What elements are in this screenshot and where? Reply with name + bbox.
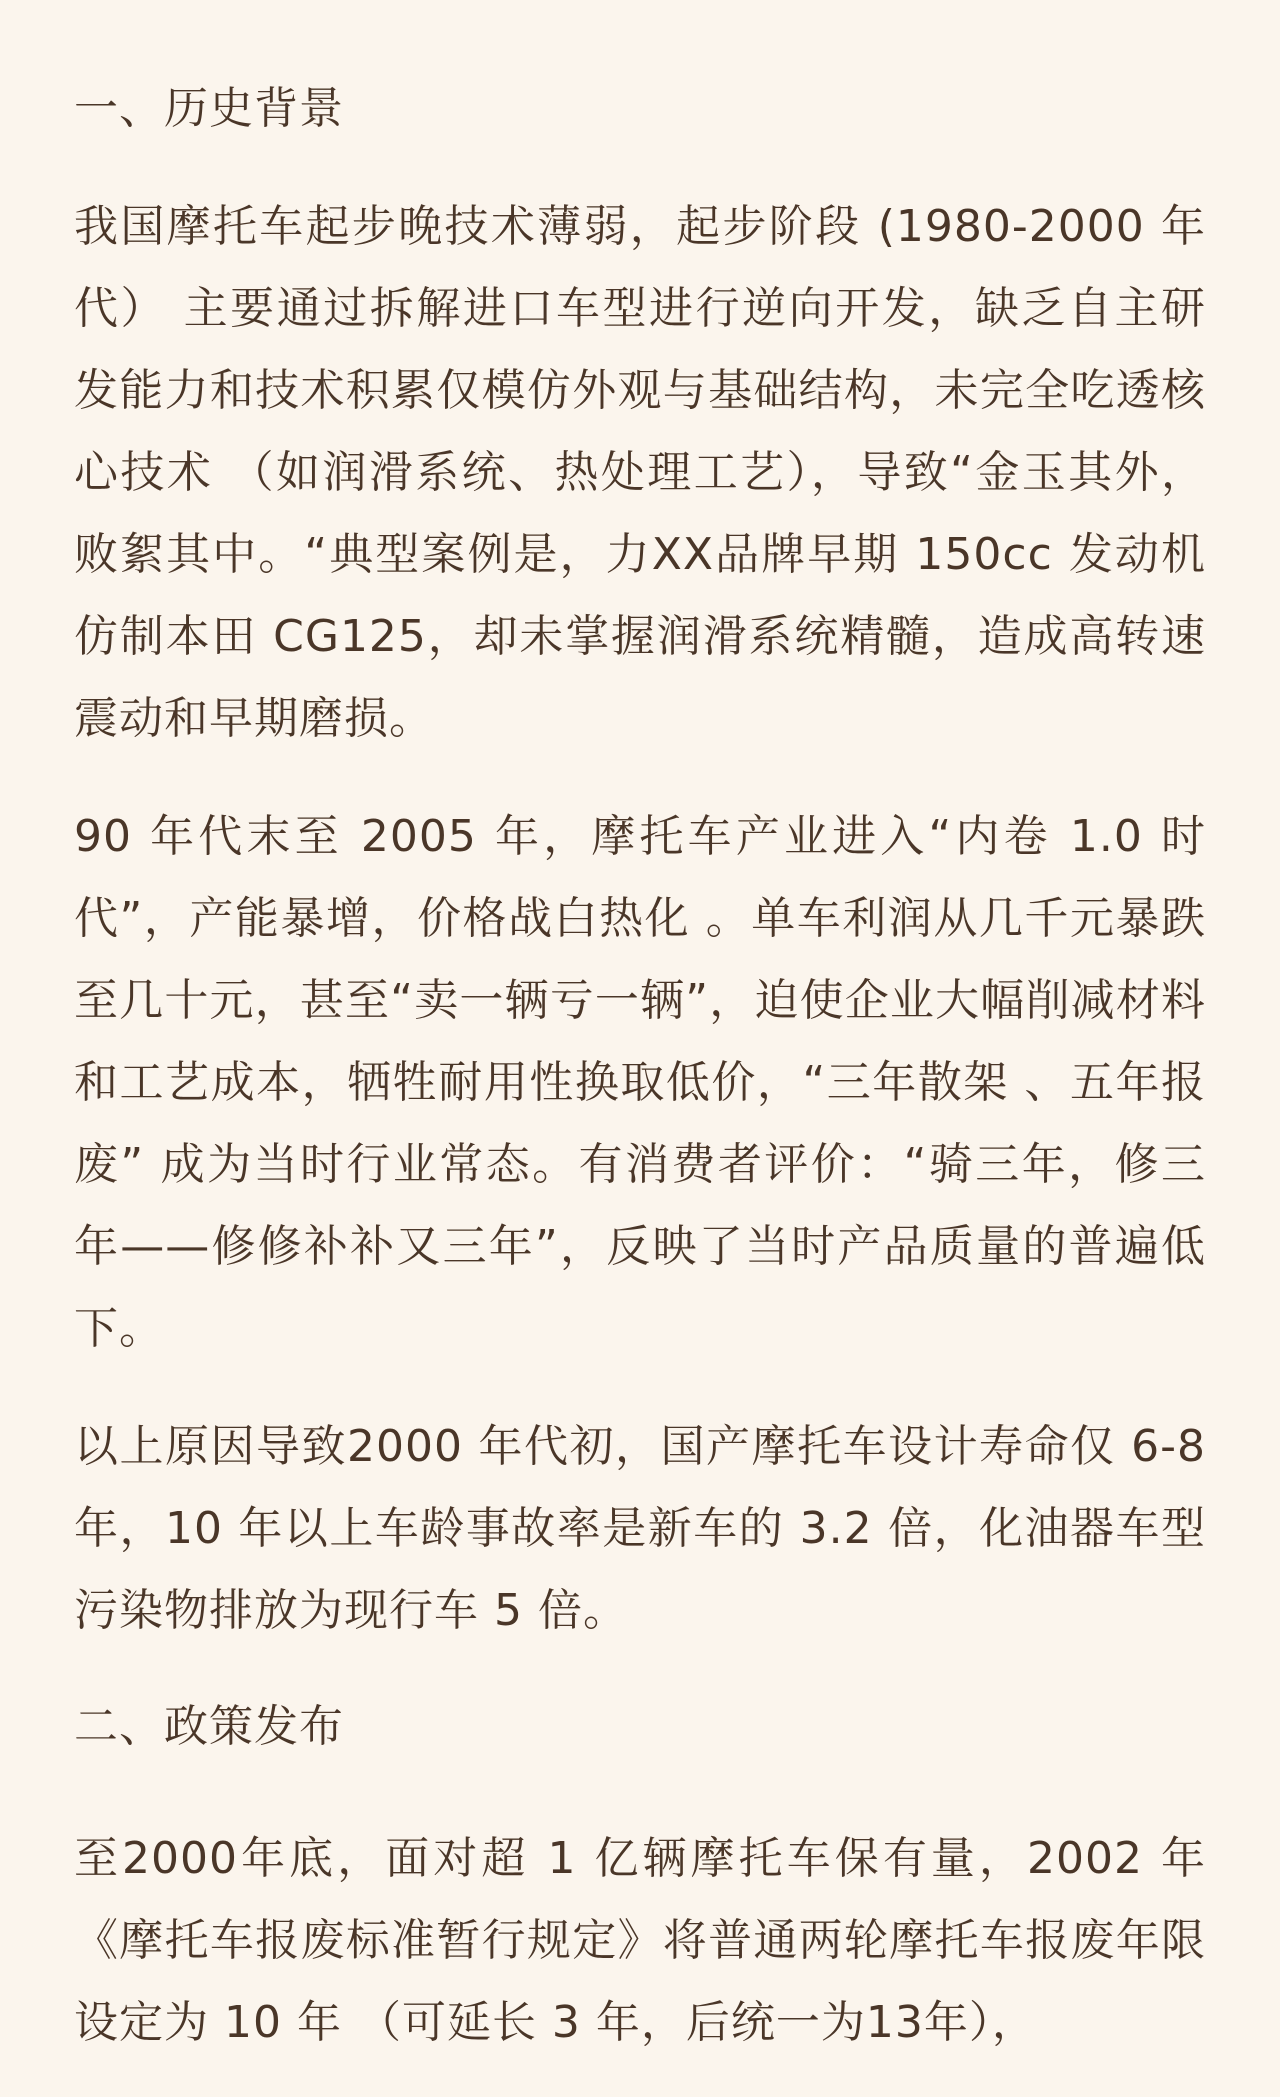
section-heading-history: 一、历史背景 xyxy=(74,83,344,134)
paragraph-history-2: 90 年代末至 2005 年，摩托车产业进入“内卷 1.0 时代”，产能暴增，价格战白热化 。单车利润从几千元暴跌至几十元，甚至“卖一辆亏一辆”，迫使企业大幅削减材料和工艺成本，牺牲耐用性换取低价，“三年散架 、五年报废” 成为当时行业常态。有消费者评价：“骑三年，修三年——修修补补又三年”，反映了当时产品质量的普遍低下。 xyxy=(74,811,1206,1354)
paragraph-history-3: 以上原因导致2000 年代初，国产摩托车设计寿命仅 6-8 年，10 年以上车龄事故率是新车的 3.2 倍，化油器车型污染物排放为现行车 5 倍。 xyxy=(74,1421,1206,1636)
section-heading-policy: 二、政策发布 xyxy=(74,1701,344,1752)
paragraph-policy-1: 至2000年底，面对超 1 亿辆摩托车保有量，2002 年《摩托车报废标准暂行规定》将普通两轮摩托车报废年限设定为 10 年 （可延长 3 年，后统一为13年）， xyxy=(74,1833,1206,2048)
paragraph-history-1: 我国摩托车起步晚技术薄弱，起步阶段 (1980-2000 年代） 主要通过拆解进口车型进行逆向开发，缺乏自主研发能力和技术积累仅模仿外观与基础结构，未完全吃透核心技术 （如润滑系统、热处理工艺），导致“金玉其外，败絮其中。“典型案例是，力XX品牌早期 150cc 发动机仿制本田 CG125，却未掌握润滑系统精髓，造成高转速震动和早期磨损。 xyxy=(74,201,1206,744)
